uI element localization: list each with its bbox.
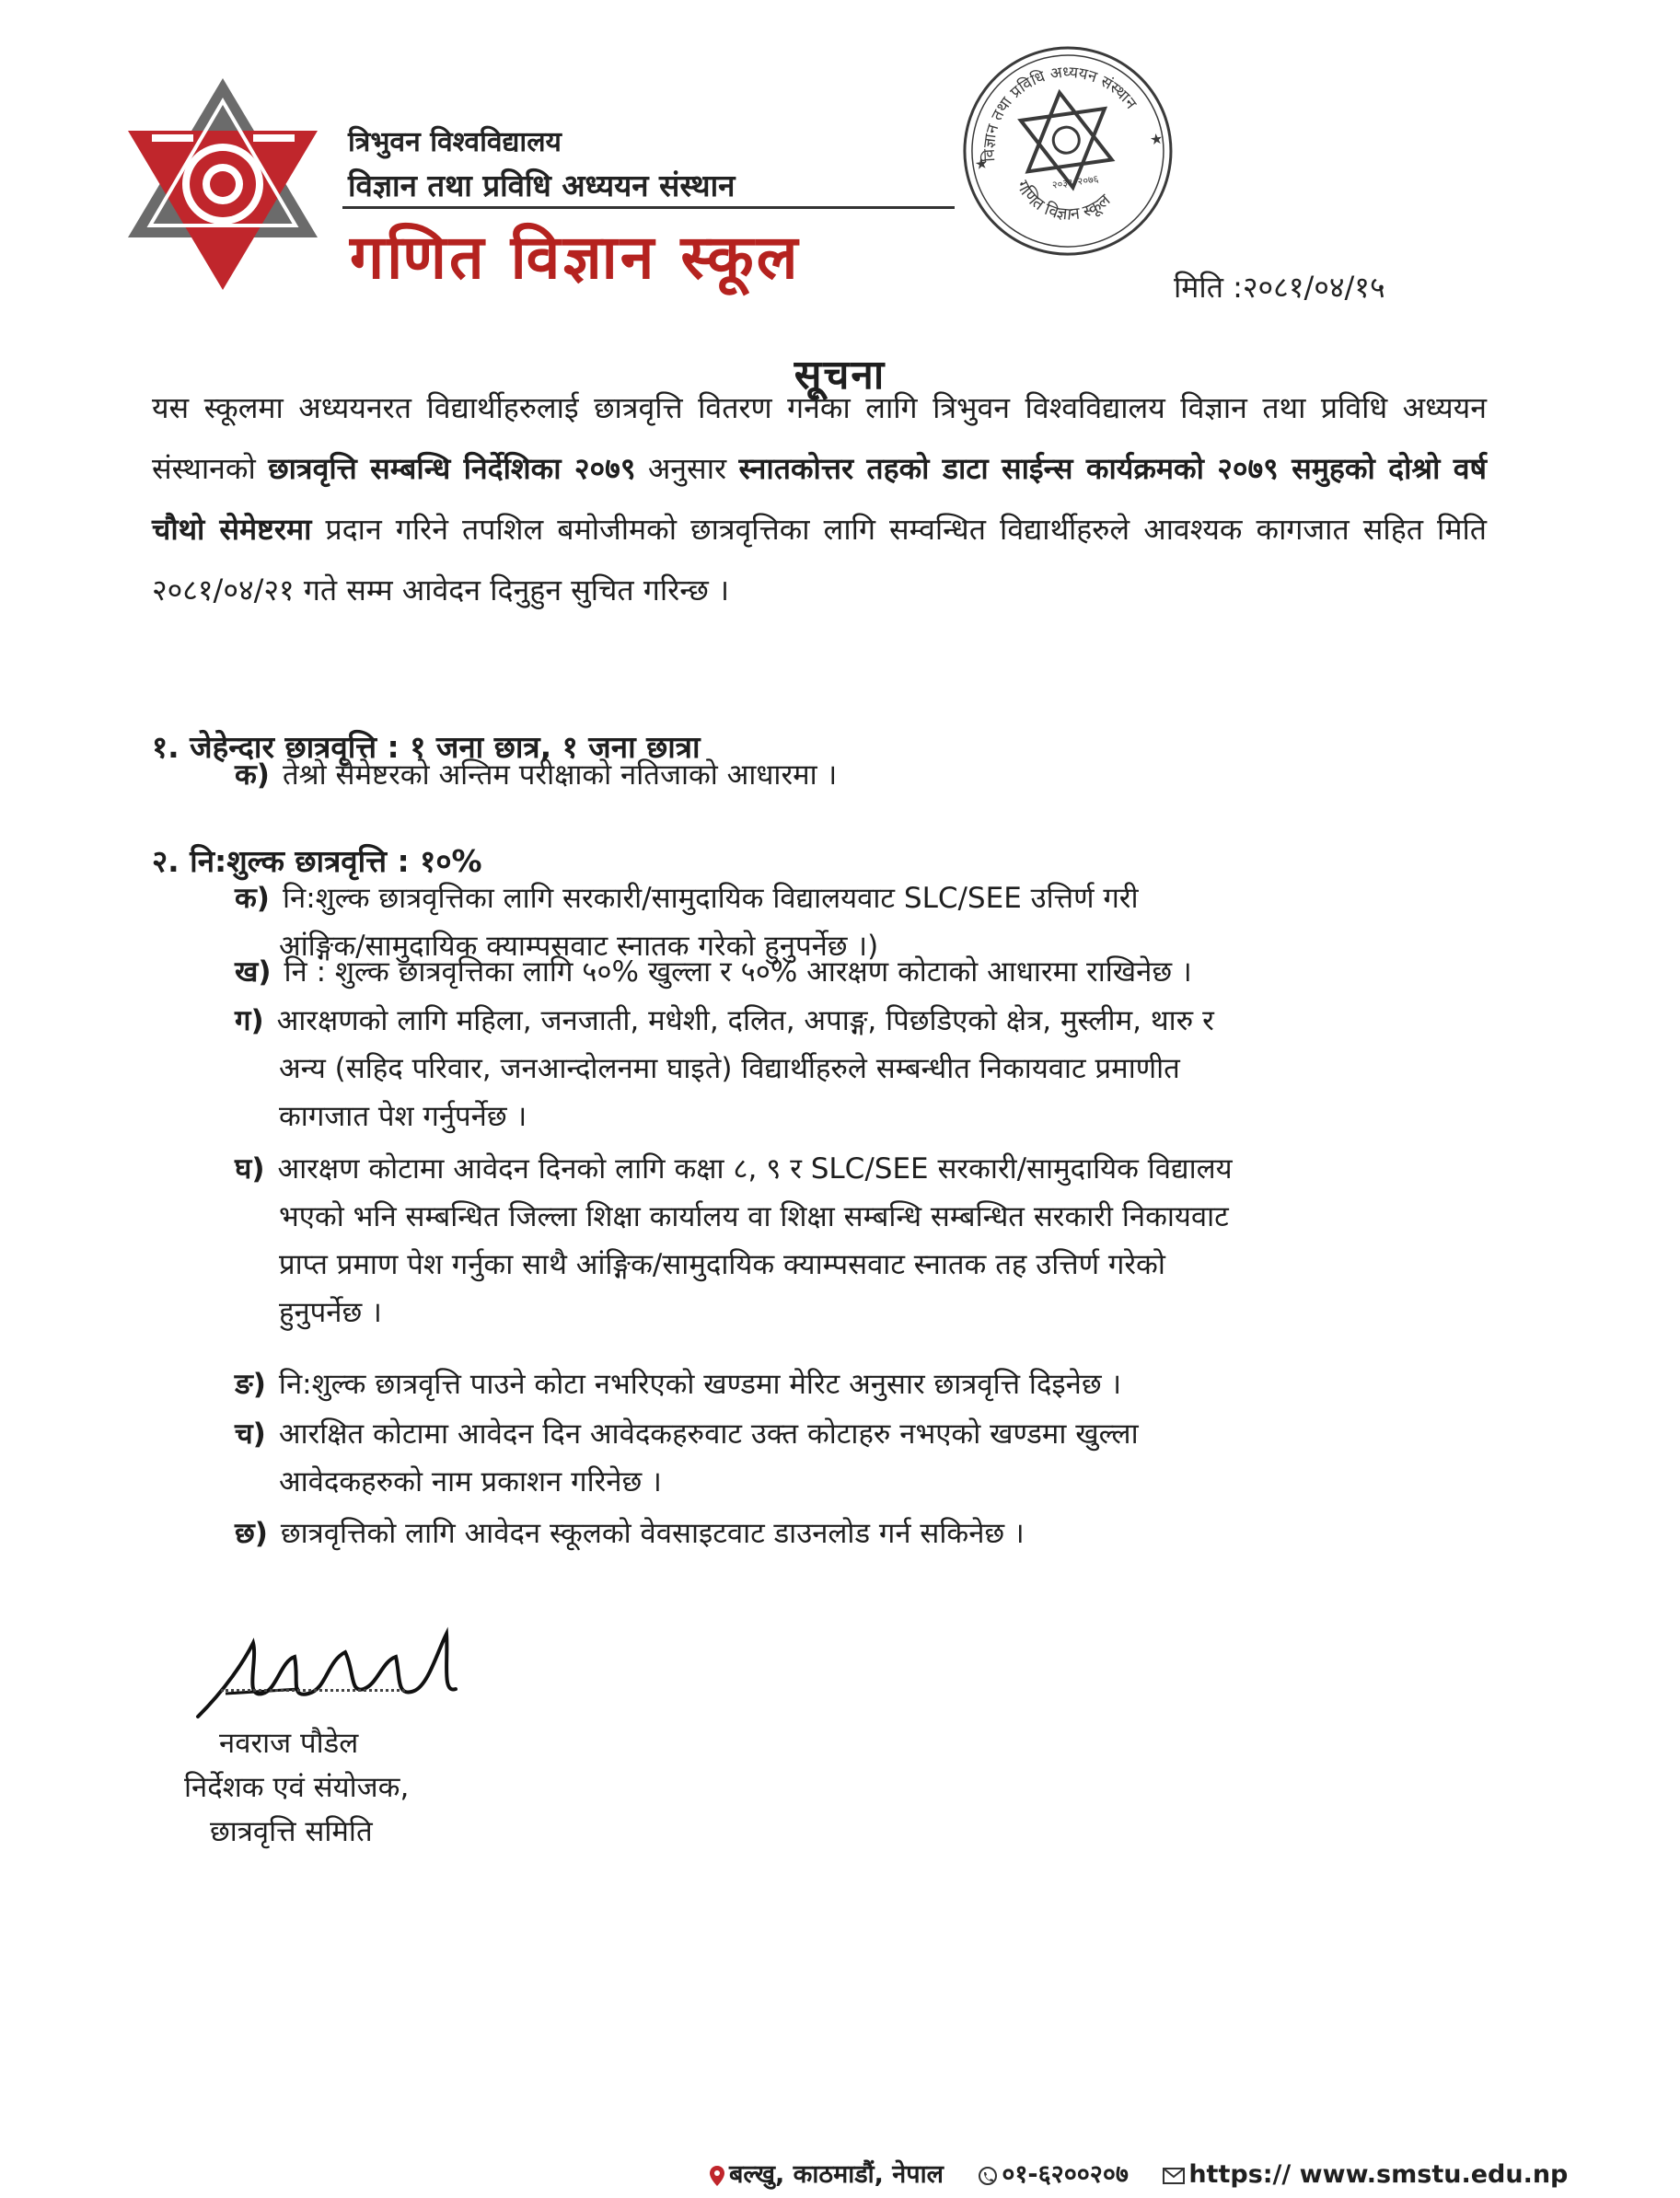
item-text: आवेदकहरुको नाम प्रकाशन गरिनेछ । [279,1465,662,1498]
signatory-name: नवराज पौडेल [219,1727,359,1760]
item-text: हुनुपर्नेछ । [279,1296,382,1329]
section-2-item-kha [235,948,1496,996]
signatory-committee: छात्रवृत्ति समिति [210,1815,373,1848]
signatory-designation: निर्देशक एवं संयोजक, [184,1771,410,1804]
item-text: आरक्षित कोटामा आवेदन दिन आवेदकहरुवाट उक्त कोटाहरु नभएको खण्डमा खुल्ला [278,1417,1139,1451]
section-2-item-nga [235,1360,1496,1408]
item-text: आंङ्गिक/सामुदायिक क्याम्पसवाट स्नातक गरेको हुनुपर्नेछ ।) [279,930,879,963]
item-label: घ) [235,1152,265,1186]
svg-text:२०७६: २०७६ [1076,172,1100,188]
tu-logo-icon [124,74,322,295]
notice-title: सूचना [794,352,886,399]
intro-program: स्नातकोत्तर तहको डाटा साईन्स कार्यक्रमको २०७९ समुहको दोश्रो वर्ष चौथो सेमेष्टरमा [152,451,1488,547]
footer-address: बल्खु, काठमाडौं, नेपाल [709,2160,965,2189]
intro-text: अनुसार [635,451,739,486]
location-pin-icon [709,2165,725,2187]
item-text: छात्रवृत्तिको लागि आवेदन स्कूलको वेवसाइटवाट डाउनलोड गर्न सकिनेछ । [280,1517,1025,1550]
section-2-item-chha [235,1510,1496,1557]
footer-contact [709,2156,1593,2190]
item-text: आरक्षणको लागि महिला, जनजाती, मधेशी, दलित, अपाङ्ग, पिछडिएको क्षेत्र, मुस्लीम, थारु र [276,1004,1214,1037]
section-2-item-gha [235,1145,1496,1336]
signature-line [221,1689,405,1692]
item-text: कागजात पेश गर्नुपर्नेछ । [279,1100,527,1133]
institute-name: विज्ञान तथा प्रविधि अध्ययन संस्थान [348,168,736,203]
intro-guideline: छात्रवृत्ति सम्बन्धि निर्देशिका २०७९ [268,451,636,486]
section-1-heading: १. जेहेन्दार छात्रवृत्ति : १ जना छात्र, १ जना छात्रा [152,729,701,765]
item-label: च) [235,1417,266,1451]
official-stamp-icon [941,24,1196,279]
section-2-item-ga [235,997,1496,1140]
footer-website[interactable]: https:// www.smstu.edu.np [1163,2160,1581,2189]
notice-date: मिति :२०८१/०४/१५ [1174,270,1385,305]
svg-text:गणित विज्ञान स्कूल: गणित विज्ञान स्कूल [1012,177,1115,225]
svg-text:★: ★ [1148,129,1164,149]
intro-text: यस स्कूलमा अध्ययनरत विद्यार्थीहरुलाई छात्रवृत्ति वितरण गर्नका लागि त्रिभुवन विश्वविद्यालय विज्ञान तथा प्रविधि अध्ययन संस्थानको [152,390,1487,486]
item-label: क) [235,882,270,915]
item-text: तेश्रो सेमेष्टरको अन्तिम परीक्षाको नतिजाको आधारमा । [282,758,838,792]
svg-text:विज्ञान तथा प्रविधि अध्ययन संस: विज्ञान तथा प्रविधि अध्ययन संस्थान [979,63,1141,163]
item-text: नि : शुल्क छात्रवृत्तिका लागि ५०% खुल्ला र ५०% आरक्षण कोटाको आधारमा राखिनेछ । [284,955,1192,989]
school-name: गणित विज्ञान स्कूल [350,221,801,293]
item-label: ङ) [235,1368,266,1401]
item-text: प्राप्त प्रमाण पेश गर्नुका साथै आंङ्गिक/सामुदायिक क्याम्पसवाट स्नातक तह उत्तिर्ण गरेको [279,1248,1165,1281]
footer-phone: ०१-६२००२०७ [978,2160,1150,2189]
mail-icon [1163,2168,1185,2184]
svg-text:२०३१: २०३१ [1051,176,1074,191]
section-2-item-cha [235,1410,1496,1506]
item-text: भएको भनि सम्बन्धित जिल्ला शिक्षा कार्यालय वा शिक्षा सम्बन्धि सम्बन्धित सरकारी निकायवाट [279,1200,1229,1233]
svg-text:★: ★ [973,154,990,174]
section-1-item-ka [235,751,1431,799]
item-label: ख) [235,955,272,989]
item-text: नि:शुल्क छात्रवृत्तिका लागि सरकारी/सामुदायिक विद्यालयवाट SLC/SEE उत्तिर्ण गरी [282,882,1139,915]
item-text: अन्य (सहिद परिवार, जनआन्दोलनमा घाइते) विद्यार्थीहरुले सम्बन्धीत निकायवाट प्रमाणीत [279,1052,1180,1085]
university-name: त्रिभुवन विश्वविद्यालय [348,126,562,158]
header-divider [342,206,955,209]
item-label: ग) [235,1004,264,1037]
item-text: नि:शुल्क छात्रवृत्ति पाउने कोटा नभरिएको खण्डमा मेरिट अनुसार छात्रवृत्ति दिइनेछ । [278,1368,1122,1401]
item-label: छ) [235,1517,268,1550]
item-label: क) [235,758,270,792]
notice-intro [152,377,1487,620]
intro-text: प्रदान गरिने तपशिल बमोजीमको छात्रवृत्तिका लागि सम्वन्धित विद्यार्थीहरुले आवश्यक कागजात सहित मिति २०८१/०४/२१ गते सम्म आवेदन दिनुहुन सुचित गरिन्छ । [152,512,1487,607]
section-2-heading: २. नि:शुल्क छात्रवृत्ति : १०% [152,843,482,879]
phone-icon [978,2166,998,2186]
item-text: आरक्षण कोटामा आवेदन दिनको लागि कक्षा ८, ९ र SLC/SEE सरकारी/सामुदायिक विद्यालय [277,1152,1233,1186]
